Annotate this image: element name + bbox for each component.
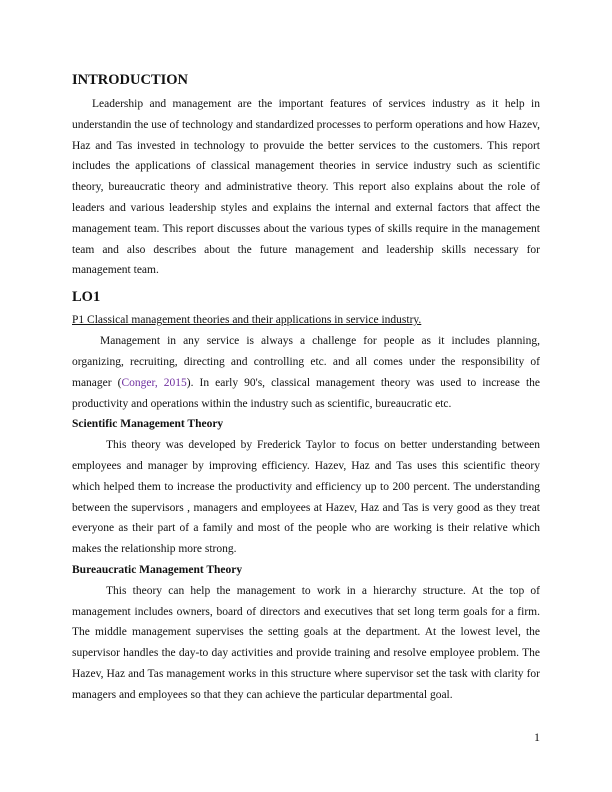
bureaucratic-theory-paragraph: This theory can help the management to work in a hierarchy structure. At the top of management includes owners, board of directors and executives that set long term goals for a firm. The middle management supervises the setting goals at the department. At the lowest level, the supervisor handles the day-to day activities and provide training and resolve employee problem. The Hazev, Haz and Tas management works in this structure where supervisor set the task with clarity for managers and employees so that they can achieve the particular departmental goal. [72,584,540,701]
page-content [72,70,540,706]
introduction-heading: INTRODUCTION [72,72,189,88]
classical-management-paragraph [72,331,540,414]
bureaucratic-theory-heading: Bureaucratic Management Theory [72,563,243,576]
page-number: 1 [534,730,540,744]
lo1-heading: LO1 [72,289,101,306]
introduction-paragraph: Leadership and management are the important features of services industry as it help in understandin the use of technology and standardized processes to perform operations and how Hazev, Haz and Tas invested in technology to provuide the better services to the customers. This report includes the applications of classical management theories in service industry such as scientific theory, bureaucratic theory and administrative theory. This report also explains about the role of leaders and various leadership styles and explains the internal and external factors that affect the management team. This report discusses about the various types of skills require in the management team and also describes about the future management and leadership skills necessary for management team. [72,98,540,277]
scientific-theory-heading: Scientific Management Theory [72,418,224,431]
paragraph-text-after-citation: ). In early 90's, classical management theory was used to increase the productivity and operations within the industry such as scientific, bureaucratic etc. [72,376,540,410]
p1-subheading: P1 Classical management theories and their applications in service industry. [72,314,422,327]
citation-link[interactable]: Conger, 2015 [121,376,187,389]
scientific-theory-paragraph: This theory was developed by Frederick Taylor to focus on better understanding between employees and manager by improving efficiency. Hazev, Haz and Tas uses this scientific theory which helped them to increase the productivity and efficiency up to 200 percent. The understanding between the supervisors , managers and employees at Hazev, Haz and Tas is very good as they treat everyone as their part of a family and most of the people who are working is their relative which makes the relationship more strong. [72,439,540,556]
paragraph-text-before-citation: Management in any service is always a challenge for people as it includes planning, organizing, recruiting, directing and controlling etc. and all comes under the responsibility of manager ( [72,335,540,389]
